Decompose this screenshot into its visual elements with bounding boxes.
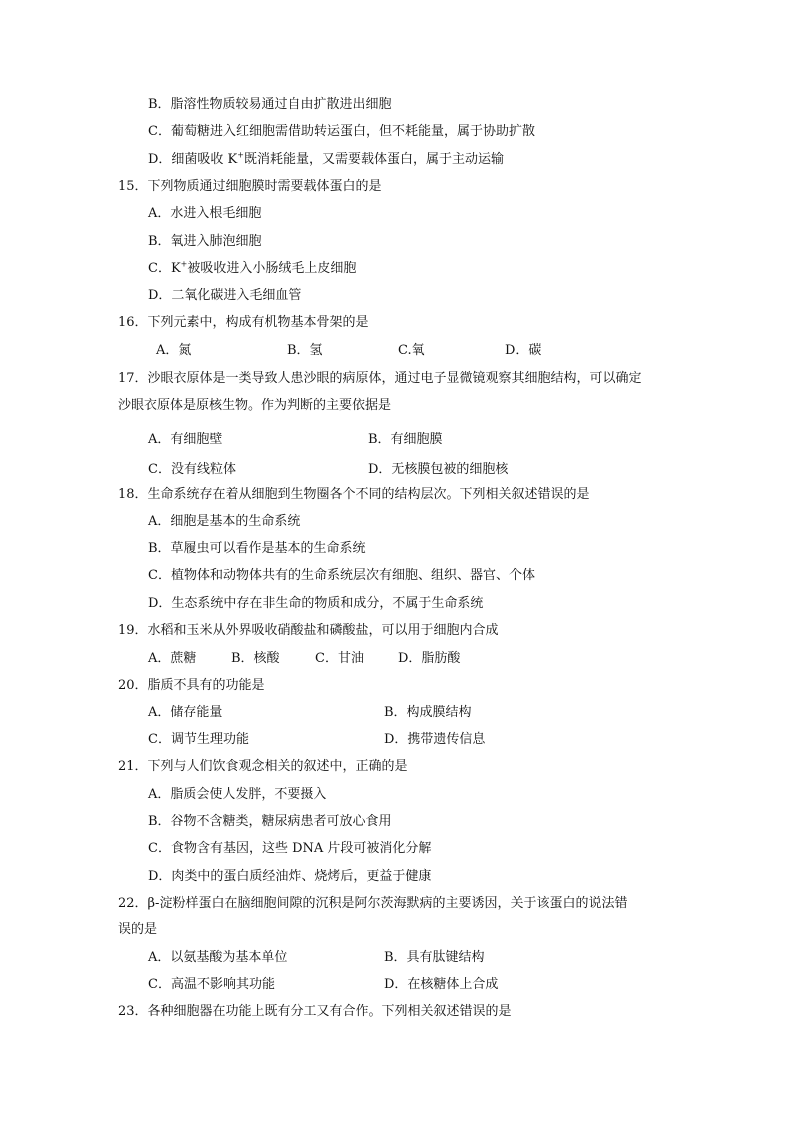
q22-stem-line1: 22．β-淀粉样蛋白在脑细胞间隙的沉积是阿尔茨海默病的主要诱因，关于该蛋白的说法错 [118,896,628,911]
q15-option-c [148,261,356,277]
q14-option-d-superscript: + [237,150,244,160]
q14-option-d-post: 既消耗能量，又需要载体蛋白，属于主动运输 [243,152,504,167]
q22-option-d: D．在核糖体上合成 [384,977,499,992]
q20-option-d: D．携带遗传信息 [384,732,486,747]
q21-option-c: C．食物含有基因，这些 DNA 片段可被消化分解 [148,841,432,856]
q15-stem: 15．下列物质通过细胞膜时需要载体蛋白的是 [118,179,382,194]
q21-option-b: B．谷物不含糖类，糖尿病患者可放心食用 [148,814,392,829]
q15-option-c-post: 被吸收进入小肠绒毛上皮细胞 [187,261,357,276]
q20-option-a: A．储存能量 [148,705,223,720]
q21-option-a: A．脂质会使人发胖，不要摄入 [148,787,327,802]
q15-option-a: A．水进入根毛细胞 [148,206,262,221]
q19-option-c: C．甘油 [315,651,364,666]
q18-stem: 18．生命系统存在着从细胞到生物圈各个不同的结构层次。下列相关叙述错误的是 [118,487,590,502]
q17-option-b: B．有细胞膜 [368,432,443,447]
q20-stem: 20．脂质不具有的功能是 [118,678,265,693]
q21-stem: 21．下列与人们饮食观念相关的叙述中，正确的是 [118,759,408,774]
q21-option-d: D．肉类中的蛋白质经油炸、烧烤后，更益于健康 [148,869,432,884]
q18-option-b: B．草履虫可以看作是基本的生命系统 [148,541,366,556]
q14-option-b: B．脂溶性物质较易通过自由扩散进出细胞 [148,97,392,112]
q17-stem-line2: 沙眼衣原体是原核生物。作为判断的主要依据是 [118,398,392,413]
q16-option-d: D．碳 [505,343,542,358]
q22-option-c: C．高温不影响其功能 [148,977,275,992]
q14-option-d [148,152,504,168]
q15-option-c-superscript: + [180,259,188,269]
q16-stem: 16．下列元素中，构成有机物基本骨架的是 [118,315,369,330]
q18-option-d: D．生态系统中存在非生命的物质和成分，不属于生命系统 [148,596,484,611]
q15-option-b: B．氧进入肺泡细胞 [148,234,262,249]
q18-option-a: A．细胞是基本的生命系统 [148,514,301,529]
q22-option-a: A．以氨基酸为基本单位 [148,950,288,965]
q14-option-c: C．葡萄糖进入红细胞需借助转运蛋白，但不耗能量，属于协助扩散 [148,124,535,139]
q19-option-b: B．核酸 [231,651,280,666]
q19-stem: 19．水稻和玉米从外界吸收硝酸盐和磷酸盐，可以用于细胞内合成 [118,623,499,638]
q16-option-a: A．氮 [156,343,192,358]
q20-option-b: B．构成膜结构 [384,705,472,720]
q19-option-d: D．脂肪酸 [398,651,461,666]
q17-option-d: D．无核膜包被的细胞核 [368,462,509,477]
q23-stem: 23．各种细胞器在功能上既有分工又有合作。下列相关叙述错误的是 [118,1004,512,1019]
q17-option-c: C．没有线粒体 [148,462,236,477]
q15-option-d: D．二氧化碳进入毛细血管 [148,288,302,303]
q19-option-a: A．蔗糖 [148,651,197,666]
q18-option-c: C．植物体和动物体共有的生命系统层次有细胞、组织、器官、个体 [148,568,535,583]
q16-option-c: C.氧 [398,343,425,358]
q17-stem-line1: 17．沙眼衣原体是一类导致人患沙眼的病原体，通过电子显微镜观察其细胞结构，可以确定 [118,371,642,386]
q15-option-c-pre: C．K [148,261,181,276]
q20-option-c: C．调节生理功能 [148,732,249,747]
q14-option-d-pre: D．细菌吸收 K [148,152,238,167]
q22-stem-line2: 误的是 [118,922,158,937]
q16-option-b: B．氢 [287,343,323,358]
q22-option-b: B．具有肽键结构 [384,950,485,965]
q17-option-a: A．有细胞壁 [148,432,223,447]
